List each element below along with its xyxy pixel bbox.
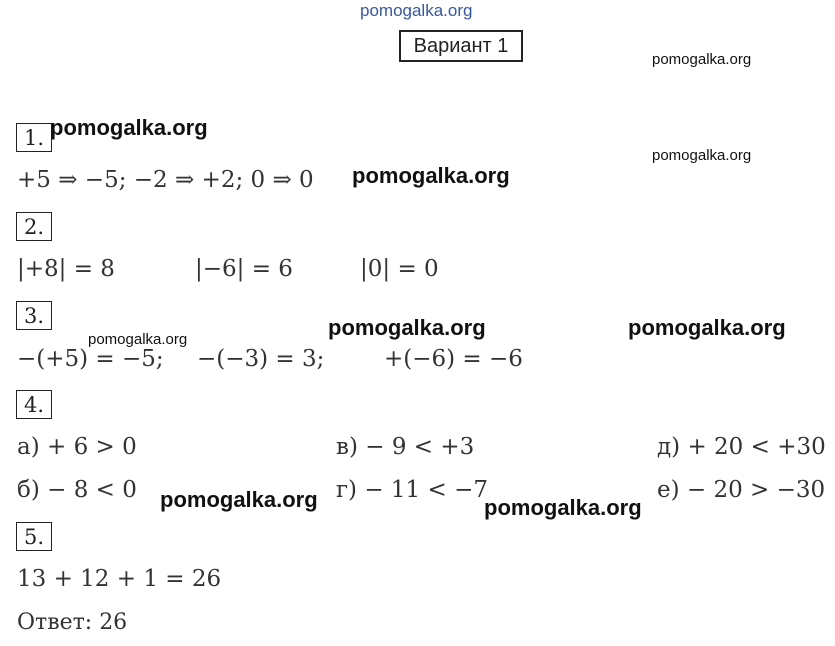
watermark: pomogalka.org [652, 51, 752, 68]
task-4-item-v: в) − 9 < +3 [336, 434, 475, 460]
watermark: pomogalka.org [628, 315, 786, 340]
watermark-top[interactable]: pomogalka.org [360, 1, 473, 20]
watermark: pomogalka.org [484, 495, 642, 520]
task-4-item-d: д) + 20 < +30 [657, 434, 826, 460]
task-3-item-1: −(+5) = −5; [17, 346, 164, 372]
task-3-item-3: +(−6) = −6 [384, 346, 523, 372]
task-4-item-g: г) − 11 < −7 [336, 477, 488, 503]
task-number-1: 1. [16, 123, 52, 152]
watermark: pomogalka.org [328, 315, 486, 340]
watermark: pomogalka.org [652, 147, 752, 164]
task-5-line: 13 + 12 + 1 = 26 [17, 566, 222, 592]
watermark: pomogalka.org [352, 163, 510, 188]
task-3-item-2: −(−3) = 3; [197, 346, 325, 372]
task-4-item-e: е) − 20 > −30 [657, 477, 826, 503]
task-5-answer: Ответ: 26 [17, 610, 128, 635]
watermark: pomogalka.org [88, 331, 188, 348]
watermark: pomogalka.org [160, 487, 318, 512]
watermark: pomogalka.org [50, 115, 208, 140]
variant-title: Вариант 1 [399, 30, 523, 62]
task-2-item-1: |+8| = 8 [17, 256, 115, 282]
task-2-item-3: |0| = 0 [360, 256, 439, 282]
task-4-item-b: б) − 8 < 0 [17, 477, 137, 503]
task-number-4: 4. [16, 390, 52, 419]
task-number-5: 5. [16, 522, 52, 551]
task-2-item-2: |−6| = 6 [195, 256, 293, 282]
task-number-3: 3. [16, 301, 52, 330]
task-number-2: 2. [16, 212, 52, 241]
task-1-line: +5 ⇒ −5; −2 ⇒ +2; 0 ⇒ 0 [17, 167, 314, 193]
task-4-item-a: а) + 6 > 0 [17, 434, 137, 460]
